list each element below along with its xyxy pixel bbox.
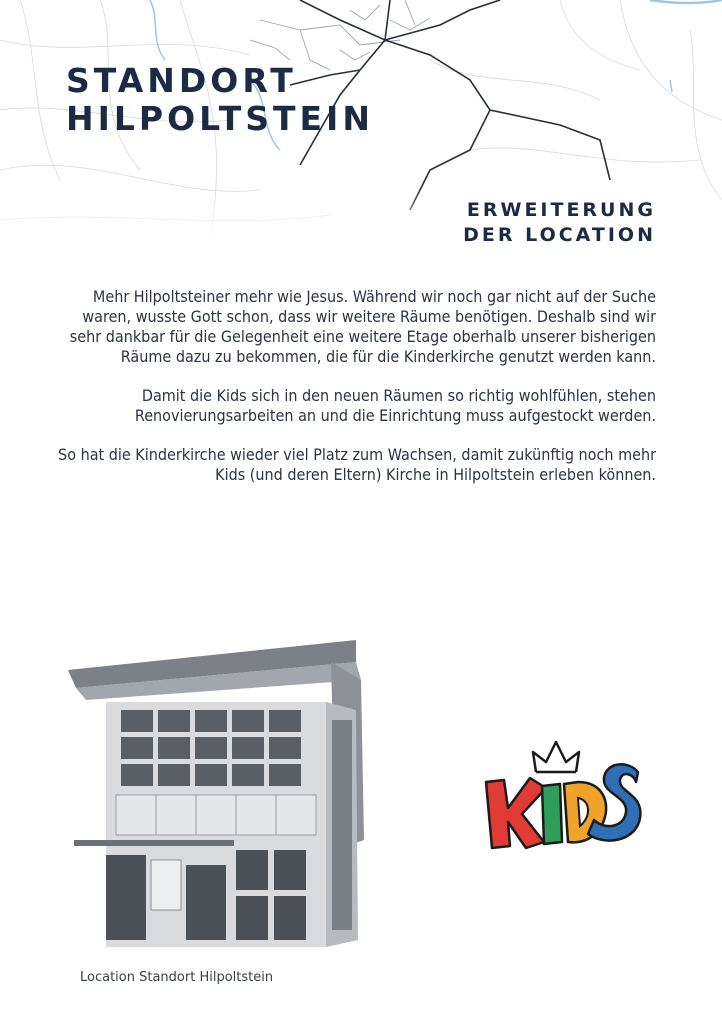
section-heading-line1: ERWEITERUNG [466,199,656,221]
body-text [56,287,656,504]
image-caption: Location Standort Hilpoltstein [80,970,274,985]
page-title [66,62,374,138]
logo-letter-i [542,784,562,844]
paragraph-2: Damit die Kids sich in den neuen Räumen so richtig wohlfühlen, stehen Renovierungsarbeiten an und die Einrichtung muss aufgestockt werden. [134,386,656,425]
crown-icon [533,742,579,772]
logo-letter-k [486,778,546,848]
section-heading-line2: DER LOCATION [463,224,656,246]
paragraph-1: Mehr Hilpoltsteiner mehr wie Jesus. Während wir noch gar nicht auf der Suche waren, wusste Gott schon, dass wir weitere Räume benötigen. Deshalb sind wir sehr dankbar für die Gelegenheit eine weitere Etage oberhalb unserer bisherigen Räume dazu zu bekommen, die für die Kinderkirche genutzt werden kann. [69,287,656,366]
page-title-line1: STANDORT [66,61,297,100]
page-title-line2: HILPOLTSTEIN [66,99,374,138]
building-photo [66,640,366,950]
section-heading [463,198,656,248]
kids-logo [478,738,648,850]
paragraph-3: So hat die Kinderkirche wieder viel Platz zum Wachsen, damit zukünftig noch mehr Kids (und deren Eltern) Kirche in Hilpoltstein erleben können. [58,445,656,484]
